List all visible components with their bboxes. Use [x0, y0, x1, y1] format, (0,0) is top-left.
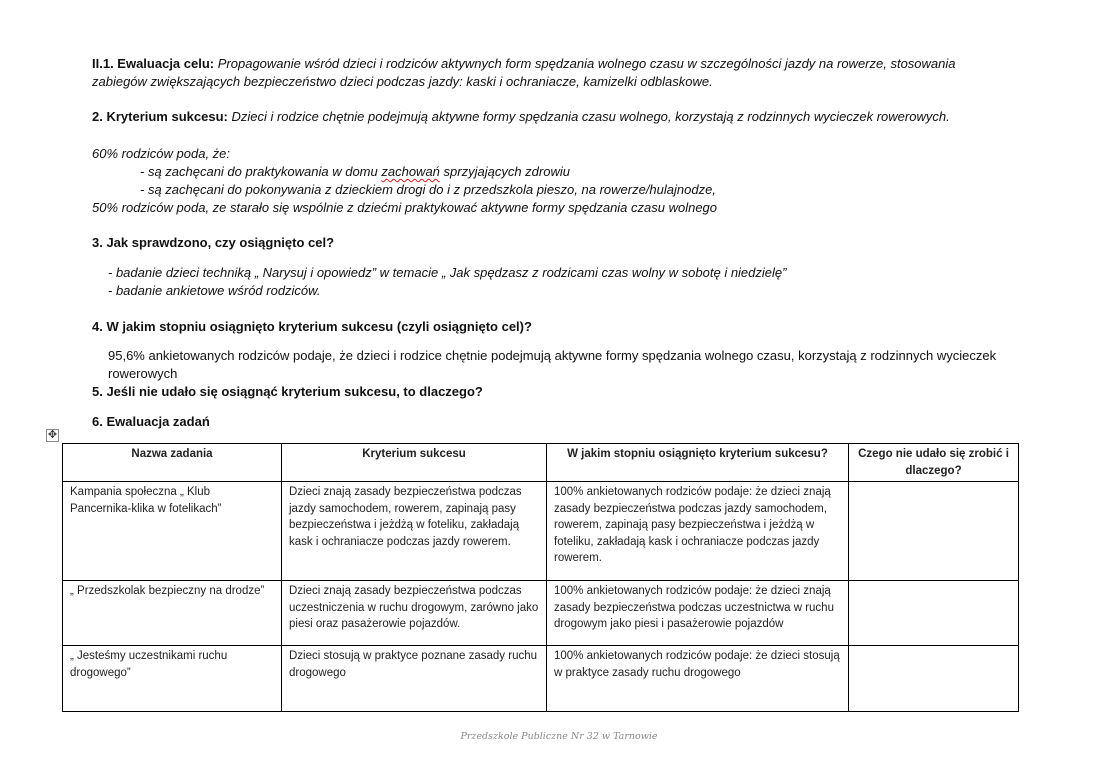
column-header-task-name: Nazwa zadania	[63, 444, 282, 482]
cell-task-name: Kampania społeczna „ Klub Pancernika-klika w fotelikach”	[63, 482, 282, 581]
cell-degree-achieved: 100% ankietowanych rodziców podaje: że dzieci znają zasady bezpieczeństwa podczas jazdy samochodem, rowerem, zapinają pasy bezpieczeństwa i jeżdżą w foteliku, zakładają kask i ochraniacze podczas jazdy rowerem.	[547, 482, 849, 581]
heading-how-verified: 3. Jak sprawdzono, czy osiągnięto cel?	[92, 235, 335, 250]
goal-evaluation-line-2: zabiegów zwiększających bezpieczeństwo dzieci podczas jazdy: kaski i ochraniacze, kamizelki odblaskowe.	[92, 74, 713, 89]
cell-success-criterion: Dzieci stosują w praktyce poznane zasady ruchu drogowego	[282, 646, 547, 712]
cell-what-failed	[849, 646, 1019, 712]
stat-60-intro: 60% rodziców poda, że:	[92, 146, 231, 161]
table-move-handle-icon[interactable]: ✥	[47, 429, 58, 441]
heading-if-not-achieved: 5. Jeśli nie udało się osiągnąć kryterium sukcesu, to dlaczego?	[92, 384, 483, 399]
column-header-what-failed: Czego nie udało się zrobić i dlaczego?	[849, 444, 1019, 482]
column-header-success-criterion: Kryterium sukcesu	[282, 444, 547, 482]
stat-60-bullet-2: - są zachęcani do pokonywania z dzieckiem drogi do i z przedszkola pieszo, na rowerze/hulajnodze,	[140, 182, 716, 197]
cell-degree-achieved: 100% ankietowanych rodziców podaje: że dzieci znają zasady bezpieczeństwa podczas uczestnictwa w ruchu drogowym jako piesi i pasażerowie pojazdów	[547, 581, 849, 646]
degree-achieved-text-line-1: 95,6% ankietowanych rodziców podaje, że dzieci i rodzice chętnie podejmują aktywne formy spędzania wolnego czasu, korzystają z rodzinnych wycieczek	[108, 348, 997, 363]
success-criterion-line	[92, 108, 950, 126]
table-row	[63, 581, 1019, 646]
task-evaluation-table	[62, 443, 1019, 712]
column-header-degree-achieved: W jakim stopniu osiągnięto kryterium sukcesu?	[547, 444, 849, 482]
verification-item: - badanie dzieci techniką „ Narysuj i opowiedz” w temacie „ Jak spędzasz z rodzicami czas wolny w sobotę i niedzielę”	[108, 265, 787, 280]
stat-50-line: 50% rodziców poda, ze starało się wspólnie z dziećmi praktykować aktywne formy spędzania czasu wolnego	[92, 200, 718, 215]
cell-what-failed	[849, 482, 1019, 581]
table-row	[63, 646, 1019, 712]
cell-success-criterion: Dzieci znają zasady bezpieczeństwa podczas jazdy samochodem, rowerem, zapinają pasy bezpieczeństwa i jeżdżą w foteliku, zakładają kask i ochraniacze podczas jazdy rowerem.	[282, 482, 547, 581]
success-criterion-label: 2. Kryterium sukcesu:	[92, 109, 228, 124]
table-row	[63, 482, 1019, 581]
verification-item: - badanie ankietowe wśród rodziców.	[108, 283, 321, 298]
cell-degree-achieved: 100% ankietowanych rodziców podaje: że dzieci stosują w praktyce zasady ruchu drogowego	[547, 646, 849, 712]
success-criterion-text: Dzieci i rodzice chętnie podejmują aktywne formy spędzania czasu wolnego, korzystają z rodzinnych wycieczek rowerowych.	[231, 109, 950, 124]
goal-evaluation-text: Propagowanie wśród dzieci i rodziców aktywnych form spędzania wolnego czasu w szczególności jazdy na rowerze, stosowania	[217, 56, 956, 71]
cell-what-failed	[849, 581, 1019, 646]
goal-evaluation-line-1: II.1. Ewaluacja celu: Propagowanie wśród dzieci i rodziców aktywnych form spędzania wolnego czasu w szczególności jazdy na rowerze, stosowania	[92, 56, 956, 71]
goal-evaluation-label: II.1. Ewaluacja celu	[92, 56, 210, 71]
cell-task-name: „ Jesteśmy uczestnikami ruchu drogowego”	[63, 646, 282, 712]
cell-success-criterion: Dzieci znają zasady bezpieczeństwa podczas uczestniczenia w ruchu drogowym, zarówno jako piesi oraz pasażerowie pojazdów.	[282, 581, 547, 646]
table-header-row	[63, 444, 1019, 482]
heading-task-evaluation: 6. Ewaluacja zadań	[92, 414, 210, 429]
page-footer: Przedszkole Publiczne Nr 32 w Tarnowie	[460, 731, 658, 742]
cell-task-name: „ Przedszkolak bezpieczny na drodze”	[63, 581, 282, 646]
spellcheck-underlined-word[interactable]: zachowań	[381, 164, 440, 179]
degree-achieved-text-line-2: rowerowych	[108, 366, 178, 381]
heading-degree-achieved: 4. W jakim stopniu osiągnięto kryterium sukcesu (czyli osiągnięto cel)?	[92, 319, 532, 334]
stat-60-bullet-1: - są zachęcani do praktykowania w domu zachowań sprzyjających zdrowiu	[140, 164, 570, 179]
